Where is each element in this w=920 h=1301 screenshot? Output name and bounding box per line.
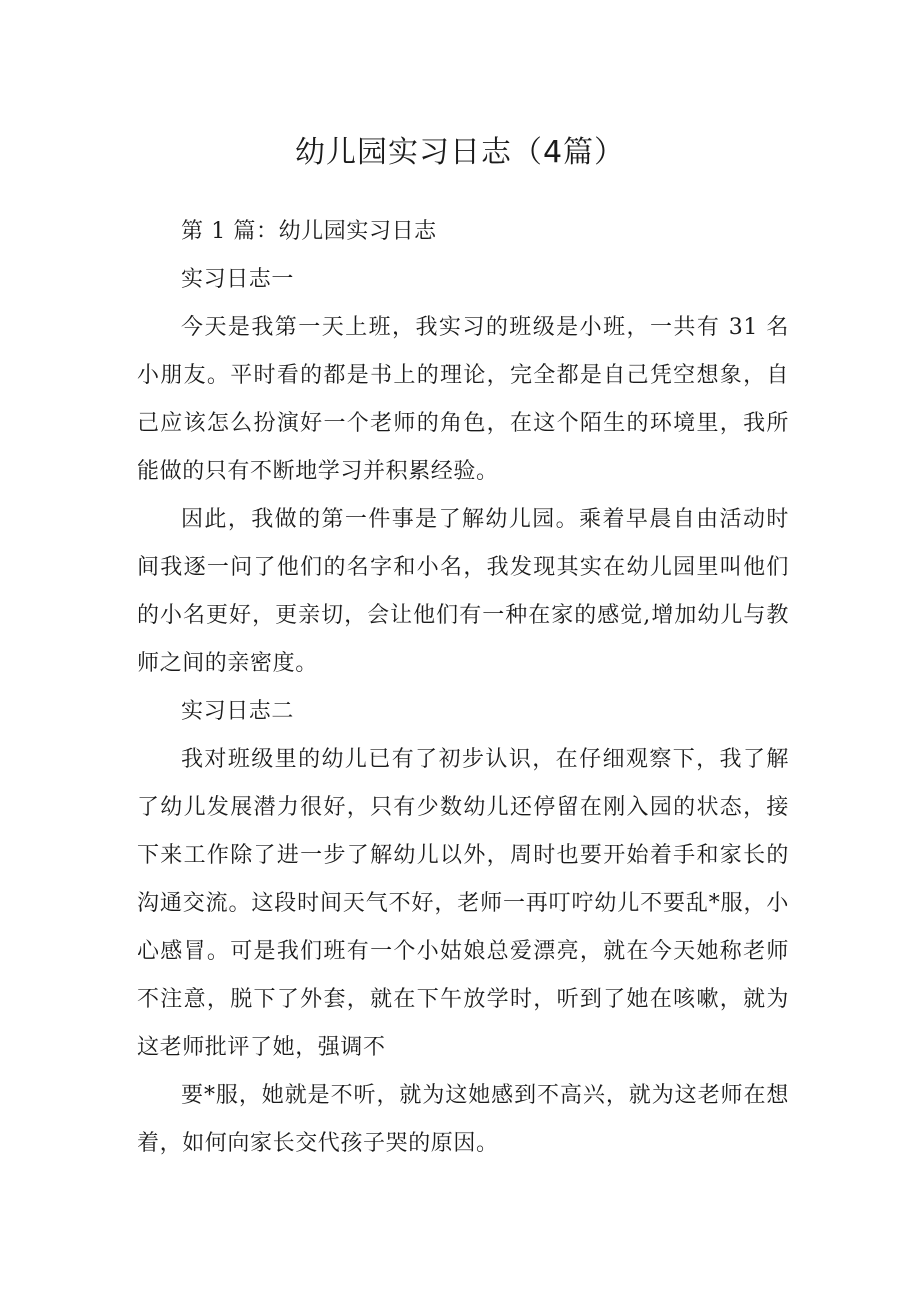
document-body (137, 208, 789, 1168)
paragraph: 我对班级里的幼儿已有了初步认识，在仔细观察下，我了解了幼儿发展潜力很好，只有少数幼儿还停留在刚入园的状态，接下来工作除了进一步了解幼儿以外，周时也要开始着手和家长的沟通交流。这段时间天气不好，老师一再叮咛幼儿不要乱*服，小心感冒。可是我们班有一个小姑娘总爱漂亮，就在今天她称老师不注意，脱下了外套，就在下午放学时，听到了她在咳嗽，就为这老师批评了她，强调不 (137, 747, 789, 1060)
paragraph: 今天是我第一天上班，我实习的班级是小班，一共有 31 名小朋友。平时看的都是书上的理论，完全都是自己凭空想象，自己应该怎么扮演好一个老师的角色，在这个陌生的环境里，我所能做的只有不断地学习并积累经验。 (137, 315, 789, 484)
paragraph: 因此，我做的第一件事是了解幼儿园。乘着早晨自由活动时间我逐一问了他们的名字和小名，我发现其实在幼儿园里叫他们的小名更好，更亲切，会让他们有一种在家的感觉,增加幼儿与教师之间的亲密度。 (137, 507, 789, 676)
paragraph: 要*服，她就是不听，就为这她感到不高兴，就为这老师在想着，如何向家长交代孩子哭的原因。 (137, 1083, 789, 1156)
section-heading: 第 1 篇：幼儿园实习日志 (181, 219, 437, 244)
document-title: 幼儿园实习日志（4篇） (294, 135, 626, 170)
entry-heading: 实习日志二 (181, 699, 295, 724)
entry-heading: 实习日志一 (181, 267, 295, 292)
